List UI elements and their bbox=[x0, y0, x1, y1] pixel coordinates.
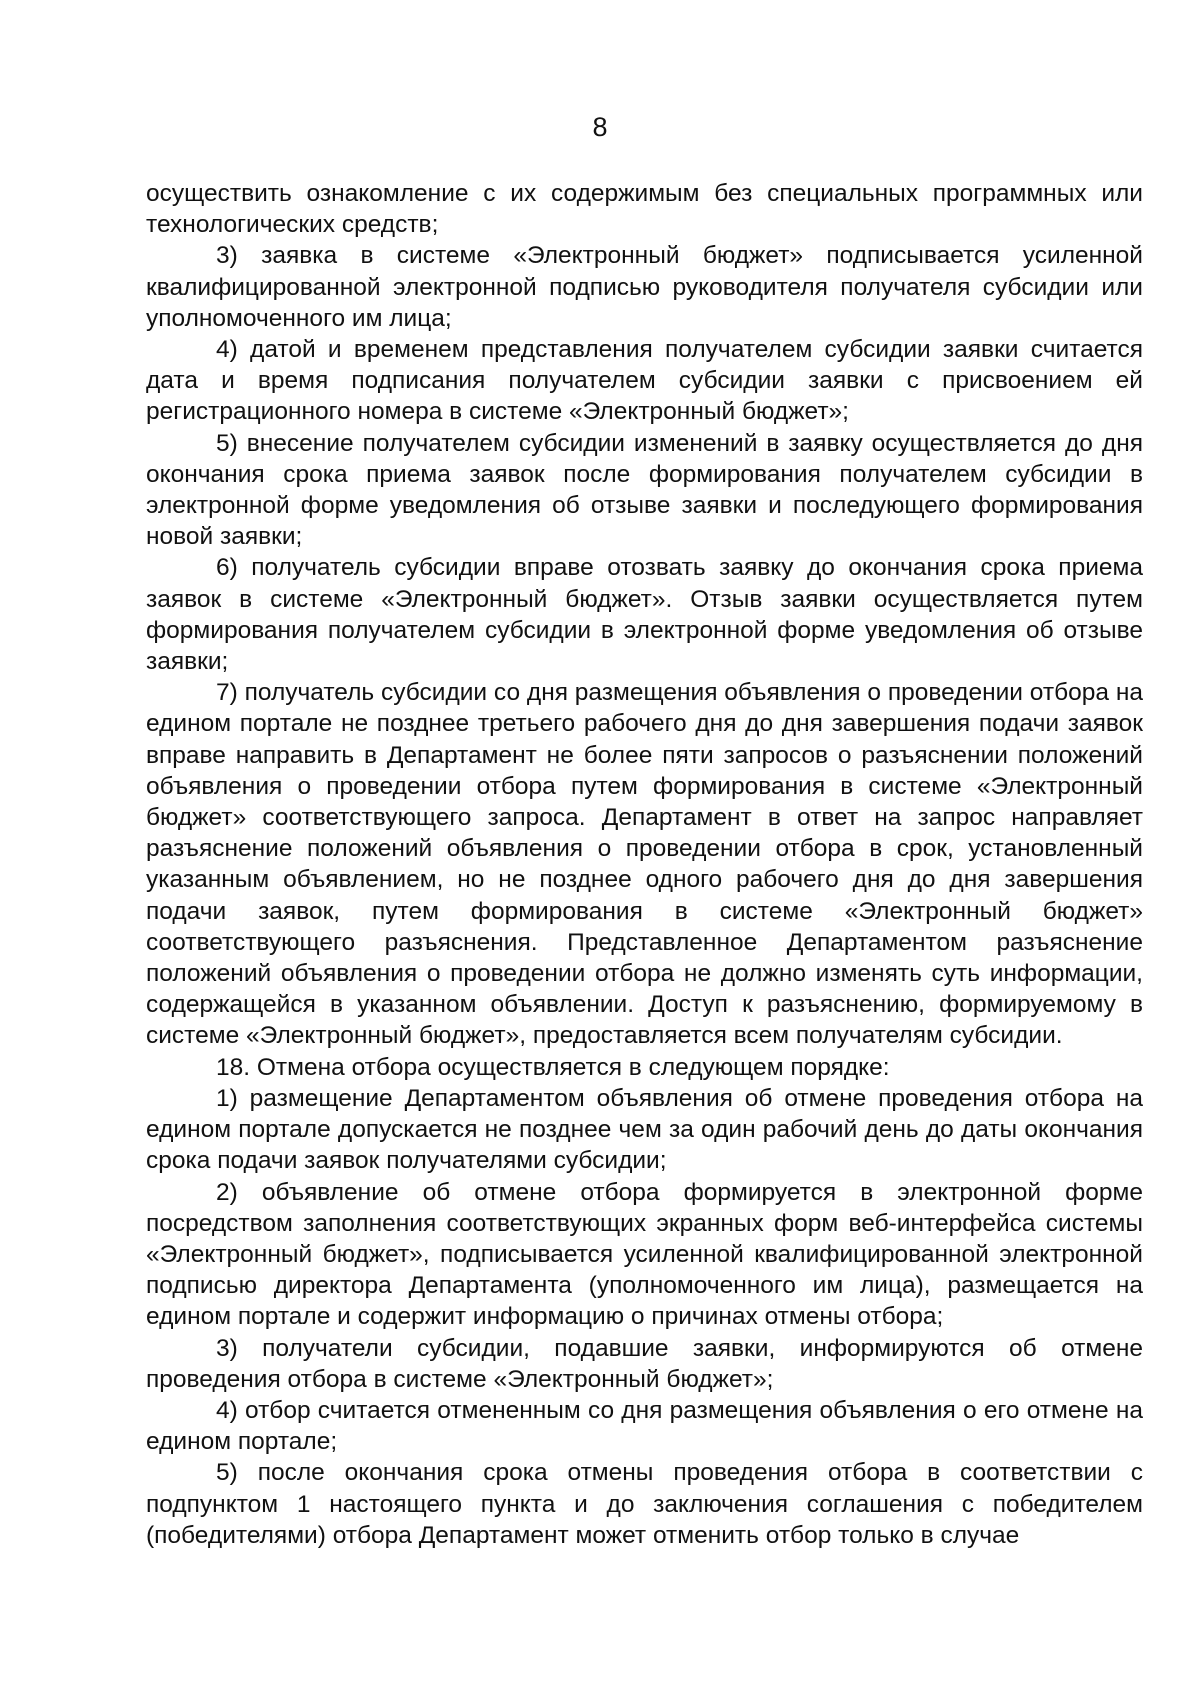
paragraph-item-7: 7) получатель субсидии со дня размещения объявления о проведении отбора на едином портале не позднее третьего рабочего дня до дня завершения подачи заявок вправе направить в Департамент не более пяти запросов о разъяснении положений объявления о проведении отбора путем формирования в системе «Электронный бюджет» соответствующего запроса. Департамент в ответ на запрос направляет разъяснение положений объявления о проведении отбора в срок, установленный указанным объявлением, но не позднее одного рабочего дня до дня завершения подачи заявок, путем формирования в системе «Электронный бюджет» соответствующего разъяснения. Представленное Департаментом разъяснение положений объявления о проведении отбора не должно изменять суть информации, содержащейся в указанном объявлении. Доступ к разъяснению, формируемому в системе «Электронный бюджет», предоставляется всем получателям субсидии. bbox=[146, 679, 1143, 1050]
paragraph-continuation: осуществить ознакомление с их содержимым без специальных программных или технологических средств; bbox=[146, 180, 1143, 239]
paragraph-item-6: 6) получатель субсидии вправе отозвать заявку до окончания срока приема заявок в системе «Электронный бюджет». Отзыв заявки осуществляется путем формирования получателем субсидии в электронной форме уведомления об отзыве заявки; bbox=[146, 554, 1143, 676]
document-body bbox=[146, 178, 1143, 1551]
paragraph-18-item-2: 2) объявление об отмене отбора формируется в электронной форме посредством заполнения соответствующих экранных форм веб-интерфейса системы «Электронный бюджет», подписывается усиленной квалифицированной электронной подписью директора Департамента (уполномоченного им лица), размещается на едином портале и содержит информацию о причинах отмены отбора; bbox=[146, 1178, 1143, 1331]
paragraph-18-item-1: 1) размещение Департаментом объявления об отмене проведения отбора на едином портале допускается не позднее чем за один рабочий день до даты окончания срока подачи заявок получателями субсидии; bbox=[146, 1084, 1143, 1175]
paragraph-18-item-3: 3) получатели субсидии, подавшие заявки, информируются об отмене проведения отбора в системе «Электронный бюджет»; bbox=[146, 1334, 1143, 1393]
section-18-heading: 18. Отмена отбора осуществляется в следующем порядке: bbox=[216, 1053, 890, 1081]
paragraph-18-item-5: 5) после окончания срока отмены проведения отбора в соответствии с подпунктом 1 настоящего пункта и до заключения соглашения с победителем (победителями) отбора Департамент может отменить отбор только в случае bbox=[146, 1459, 1143, 1549]
paragraph-item-3: 3) заявка в системе «Электронный бюджет» подписывается усиленной квалифицированной электронной подписью руководителя получателя субсидии или уполномоченного им лица; bbox=[146, 242, 1143, 332]
page-number: 8 bbox=[592, 112, 608, 142]
paragraph-18-item-4: 4) отбор считается отмененным со дня размещения объявления о его отмене на едином портале; bbox=[146, 1396, 1143, 1456]
paragraph-item-5: 5) внесение получателем субсидии изменений в заявку осуществляется до дня окончания срока приема заявок после формирования получателем субсидии в электронной форме уведомления об отзыве заявки и последующего формирования новой заявки; bbox=[146, 429, 1143, 551]
paragraph-item-4: 4) датой и временем представления получателем субсидии заявки считается дата и время подписания получателем субсидии заявки с присвоением ей регистрационного номера в системе «Электронный бюджет»; bbox=[146, 336, 1143, 426]
